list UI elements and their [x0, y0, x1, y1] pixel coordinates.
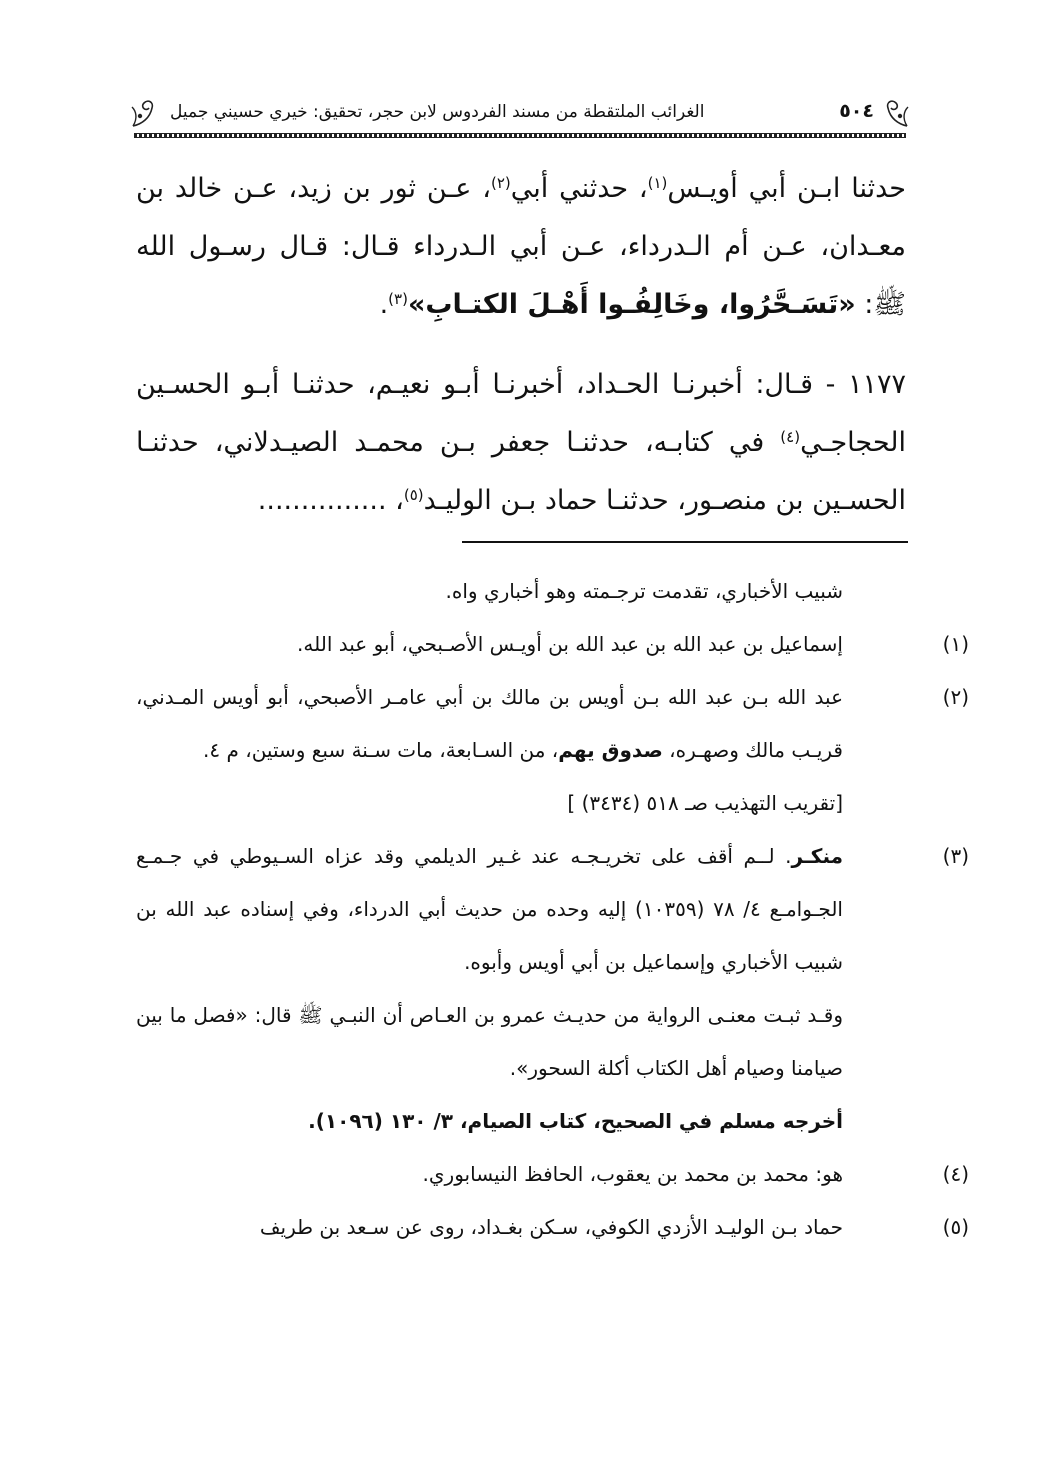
- footnote-text: وقـد ثبـت معنـى الرواية من حديـث عمرو بن العـاص أن النبـي ﷺ قال: «فصل ما بين صيامنا وصيام أهل الكتاب أكلة السحور».: [136, 1003, 843, 1080]
- footnote-ref[interactable]: (٣): [388, 290, 408, 308]
- footnotes: [136, 565, 969, 1254]
- footnote-2: (٢)عبد الله بـن عبد الله بـن أويس بن مالك بن أبي عامـر الأصبحي، أبو أويس المـدني، قريـب مالك وصهـره، صدوق يهم، من السـابعة، مات سـنة سبع وستين، م ٤.: [136, 671, 906, 777]
- page-number: ٥٠٤: [839, 100, 874, 122]
- floral-ornament-icon: [130, 98, 160, 128]
- footnote-reference: [تقريب التهذيب صـ ٥١٨ (٣٤٣٤) ]: [567, 791, 843, 815]
- hadith-quote: «تَسَـحَّرُوا، وخَالِفُـوا أَهْـلَ الكتـابِ»: [407, 289, 856, 320]
- footnote-text: أخرجه مسلم في الصحيح، كتاب الصيام، ٣/ ١٣٠ (١٠٩٦).: [308, 1109, 843, 1133]
- hadith-paragraph: ١١٧٧ - قـال: أخبرنـا الحـداد، أخبرنـا أبـو نعيـم، حدثنـا أبـو الحسـين الحجاجـي$^{(٤)}$ في كتابـه، حدثنـا جعفر بـن محمـد الصيـدلاني، حدثنـا الحسـين بن منصـور، حدثنـا حماد بـن الوليـد$^{(٥)}$، ...............: [136, 369, 906, 516]
- hadith-paragraph: حدثنا ابـن أبي أويـس$^{(١)}$، حدثني أبي$^{(٢)}$، عـن ثور بن زيد، عـن خالد بن معـدان، عـن أم الـدرداء، عـن أبي الـدرداء قـال: قـال رسـول الله ﷺ: «تَسَـحَّرُوا، وخَالِفُـوا أَهْـلَ الكتـابِ»$^{(٣)}$.: [136, 173, 906, 320]
- footnote-separator: [462, 541, 908, 543]
- footnote-4: (٤)هو: محمد بن محمد بن يعقوب، الحافظ النيسابوري.: [136, 1148, 906, 1201]
- footnote-number: (٢): [942, 685, 969, 709]
- footnote-number: (٣): [942, 844, 969, 868]
- footnote-ref[interactable]: (٤): [780, 428, 801, 446]
- footnote-ref[interactable]: (٢): [490, 174, 511, 192]
- footnote-3: (٣)منكـر. لــم أقف على تخريـجـه عند غـير الديلمي وقد عزاه السـيوطي في جـمـع الجـوامـع ٤/ ٧٨ (١٠٣٥٩) إليه وحده من حديث أبي الدرداء، وفي إسناده عبد الله بن شبيب الأخباري وإسماعيل بن أبي أويس وأبوه.: [136, 830, 906, 989]
- footnote-ref[interactable]: (١): [647, 174, 668, 192]
- footnote-number: (١): [942, 632, 969, 656]
- footnote-number: (٥): [942, 1215, 969, 1239]
- header-rule: [134, 133, 906, 138]
- running-header: [130, 96, 910, 136]
- main-text: [136, 160, 906, 530]
- footnote-continuation: شبيب الأخباري، تقدمت ترجـمته وهو أخباري واه.: [445, 579, 843, 603]
- footnote-number: (٤): [942, 1162, 969, 1186]
- floral-ornament-icon: [880, 98, 910, 128]
- footnote-1: (١)إسماعيل بن عبد الله بن عبد الله بن أويـس الأصـبحي، أبو عبد الله.: [136, 618, 906, 671]
- footnote-ref[interactable]: (٥): [403, 486, 424, 504]
- running-title: الغرائب الملتقطة من مسند الفردوس لابن حجر، تحقيق: خيري حسيني جميل: [170, 102, 705, 122]
- footnote-5: (٥)حماد بـن الوليـد الأزدي الكوفي، سـكن بغـداد، روى عن سـعد بن طريف: [136, 1201, 906, 1254]
